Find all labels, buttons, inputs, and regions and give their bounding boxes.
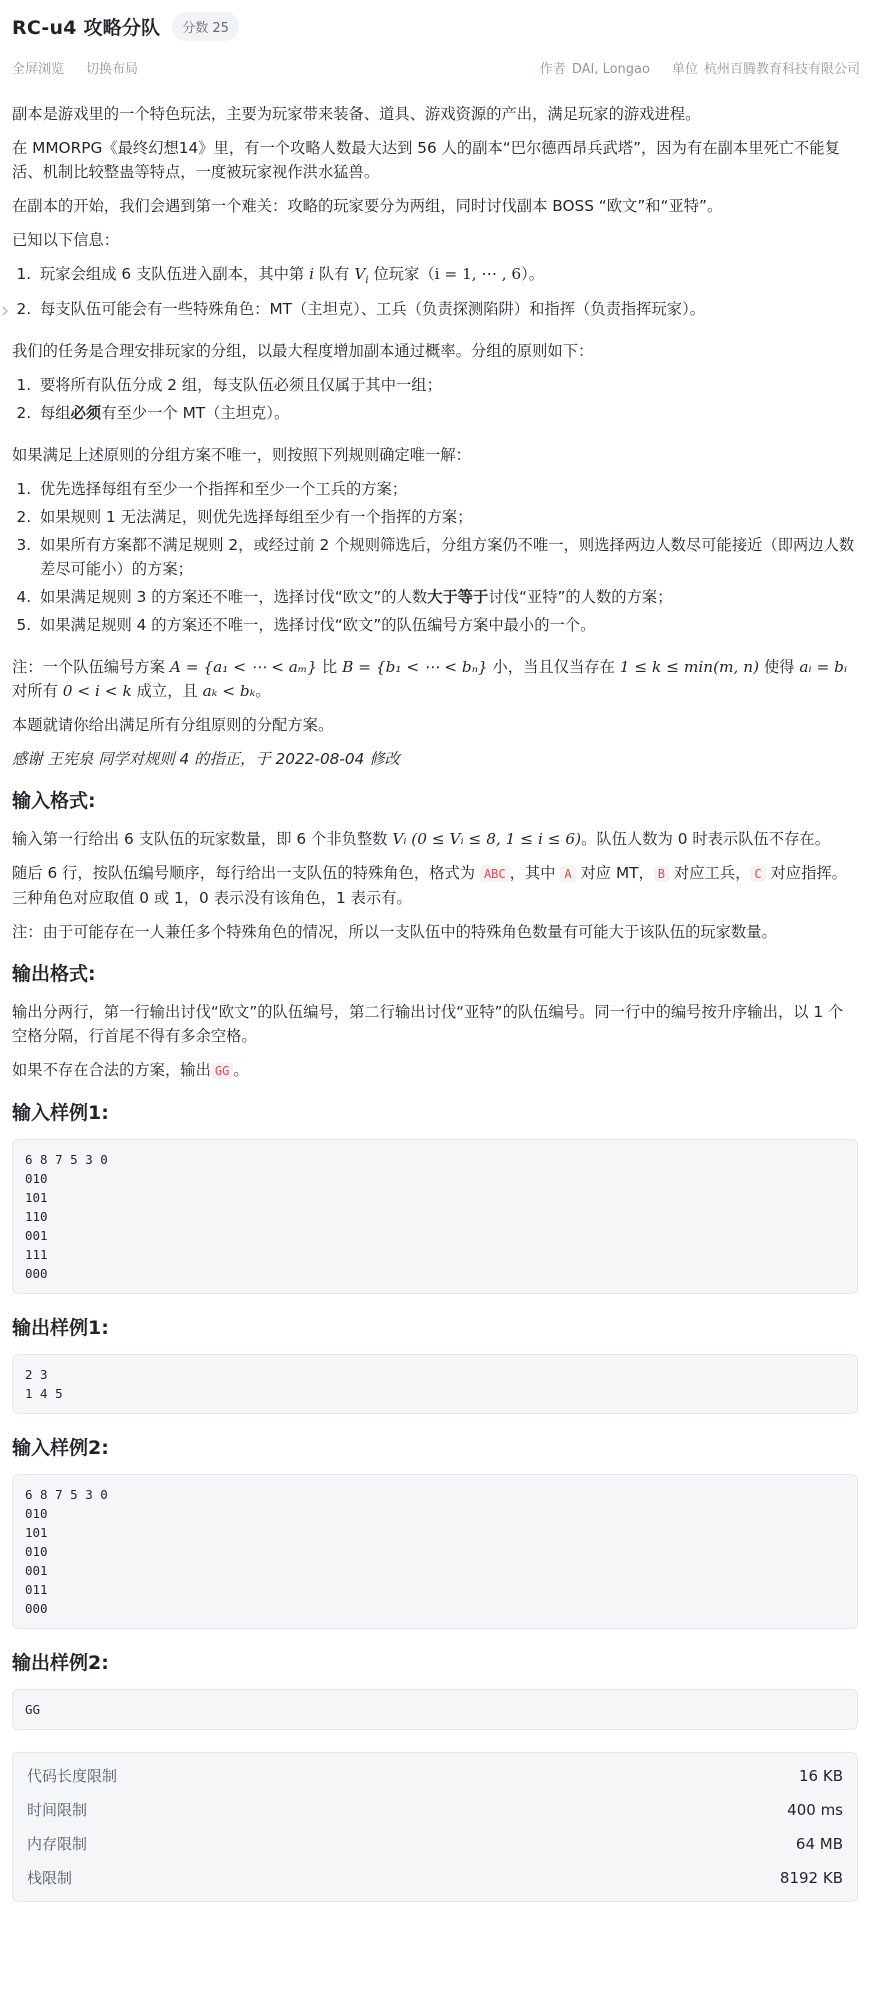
inline-code: C (750, 866, 765, 882)
text-span: 对应指挥。三种角色对应取值 0 或 1，0 表示没有该角色，1 表示有。 (12, 864, 847, 908)
list-item: 5. 如果满足规则 4 的方案还不唯一，选择讨伐“欧文”的队伍编号方案中最小的一个。 (36, 613, 858, 637)
math-v: V (354, 265, 366, 283)
list-item: 2. 如果规则 1 无法满足，则优先选择每组至少有一个指挥的方案； (36, 505, 858, 529)
problem-content (12, 102, 858, 1902)
list-item: 1. 要将所有队伍分成 2 组，每支队伍必须且仅属于其中一组； (36, 373, 858, 397)
sample-output-1-heading: 输出样例1: (12, 1317, 109, 1340)
limit-label: 栈限制 (27, 1869, 73, 1888)
limits-panel (12, 1752, 858, 1902)
limit-row-stack (27, 1861, 843, 1895)
sample-input-2-block[interactable]: 6 8 7 5 3 0 010 101 010 001 011 000 (12, 1474, 858, 1629)
text-span: 有至少一个 MT（主坦克）。 (101, 404, 290, 423)
chevron-right-icon (0, 300, 10, 322)
text-span: 队有 (313, 265, 355, 283)
output-format-heading: 输出格式: (12, 963, 96, 986)
math-set-a: A = {a₁ < ⋯ < aₘ} (169, 658, 318, 677)
math-set-b: B = {b₁ < ⋯ < bₙ} (342, 658, 488, 677)
math-range: i = 1, ⋯ , 6 (434, 265, 522, 283)
intro-paragraph-1: 副本是游戏里的一个特色玩法，主要为玩家带来装备、道具、游戏资源的产出，满足玩家的游戏进程。 (12, 105, 701, 123)
text-span: 注：一个队伍编号方案 (12, 658, 170, 677)
inline-code: A (560, 866, 575, 882)
grouping-principles-list (12, 373, 858, 425)
list-item: 2. 每支队伍可能会有一些特殊角色：MT（主坦克）、工兵（负责探测陷阱）和指挥（负责指挥玩家）。 (36, 297, 858, 321)
ask-paragraph: 本题就请你给出满足所有分组原则的分配方案。 (12, 716, 334, 735)
text-span: 对所有 (12, 682, 63, 701)
org-label: 单位 (671, 61, 698, 77)
org-value: 杭州百腾教育科技有限公司 (703, 61, 860, 77)
limit-label: 代码长度限制 (27, 1767, 118, 1786)
tie-break-rules-list (12, 477, 858, 637)
sample-input-1-heading: 输入样例1: (12, 1102, 109, 1125)
list-item (36, 262, 858, 293)
sample-output-2-heading: 输出样例2: (12, 1652, 109, 1675)
limit-label: 内存限制 (27, 1835, 88, 1854)
inline-code: GG (211, 1063, 233, 1079)
input-format-heading: 输入格式: (12, 790, 96, 813)
fullscreen-button[interactable]: 全屏浏览 (12, 61, 65, 77)
bold-text: 大于等于 (427, 588, 489, 607)
limit-row-memory (27, 1827, 843, 1861)
limit-value: 8192 KB (779, 1869, 843, 1888)
text-span: ）。 (521, 265, 545, 283)
text-span: 。队伍人数为 0 时表示队伍不存在。 (581, 830, 830, 849)
limit-value: 64 MB (795, 1835, 843, 1854)
list-item: 1. 优先选择每组有至少一个指挥和至少一个工兵的方案； (36, 477, 858, 501)
output-format-paragraph-1: 输出分两行，第一行输出讨伐“欧文”的队伍编号，第二行输出讨伐“亚特”的队伍编号。同一行中的编号按升序输出，以 1 个空格分隔，行首尾不得有多余空格。 (12, 1003, 844, 1046)
known-info-label: 已知以下信息： (12, 231, 120, 249)
text-span: 位玩家（ (368, 265, 435, 283)
text-span: 。 (255, 682, 271, 701)
ordering-note (12, 655, 858, 703)
text-span: 。 (233, 1061, 249, 1080)
limit-row-code-length (27, 1759, 843, 1793)
text-span: 成立，且 (131, 682, 203, 701)
math-k-range: 1 ≤ k ≤ min(m, n) (619, 658, 760, 677)
math-less: aₖ < bₖ (202, 682, 256, 701)
math-sub: i (365, 275, 369, 287)
list-item (36, 401, 858, 425)
author-label: 作者 (539, 61, 566, 77)
bold-text: 必须 (70, 404, 102, 423)
math-i-range: 0 < i < k (62, 682, 132, 701)
problem-header (12, 10, 239, 42)
input-format-paragraph-2 (12, 861, 858, 910)
intro-paragraph-3: 在副本的开始，我们会遇到第一个难关：攻略的玩家要分为两组，同时讨伐副本 BOSS “欧文”和“亚特”。 (12, 197, 723, 215)
text-span: 讨伐“亚特”的人数的方案； (488, 588, 673, 607)
input-format-paragraph-3: 注：由于可能存在一人兼任多个特殊角色的情况，所以一支队伍中的特殊角色数量有可能大于该队伍的玩家数量。 (12, 923, 777, 942)
math-v-range: Vᵢ (0 ≤ Vᵢ ≤ 8, 1 ≤ i ≤ 6) (392, 830, 582, 849)
known-info-list (12, 262, 858, 321)
limit-row-time (27, 1793, 843, 1827)
inline-code: B (654, 866, 669, 882)
toolbar (12, 56, 860, 78)
sample-output-1-block[interactable]: 2 3 1 4 5 (12, 1354, 858, 1414)
text-span: 输入第一行给出 6 支队伍的玩家数量，即 6 个非负整数 (12, 830, 393, 849)
author-meta (540, 58, 650, 77)
text-span: 玩家会组成 6 支队伍进入副本，其中第 (40, 265, 310, 283)
list-item (36, 585, 858, 609)
text-span: 如果不存在合法的方案，输出 (12, 1061, 211, 1080)
output-format-paragraph-2 (12, 1058, 858, 1083)
org-meta (672, 58, 860, 77)
list-item: 3. 如果所有方案都不满足规则 2，或经过前 2 个规则筛选后，分组方案仍不唯一，则选择两边人数尽可能接近（即两边人数差尽可能小）的方案； (36, 533, 858, 581)
side-panel-toggle[interactable] (0, 300, 10, 322)
switch-layout-button[interactable]: 切换布局 (86, 61, 139, 77)
limit-label: 时间限制 (27, 1801, 88, 1820)
score-badge: 分数 25 (172, 12, 239, 41)
limit-value: 400 ms (787, 1801, 843, 1820)
sample-input-2-heading: 输入样例2: (12, 1437, 109, 1460)
text-span: 使得 (759, 658, 800, 677)
text-span: 对应工兵， (669, 864, 751, 883)
input-format-paragraph-1 (12, 827, 858, 851)
text-span: 对应 MT， (575, 864, 654, 883)
task-paragraph: 我们的任务是合理安排玩家的分组，以最大程度增加副本通过概率。分组的原则如下： (12, 342, 594, 361)
author-value: DAI, Longao (571, 61, 650, 77)
thanks-note: 感谢 王宪泉 同学对规则 4 的指正，于 2022-08-04 修改 (12, 750, 400, 769)
text-span: 随后 6 行，按队伍编号顺序，每行给出一支队伍的特殊角色，格式为 (12, 864, 480, 883)
math-equal: aᵢ = bᵢ (799, 658, 848, 677)
problem-title: RC-u4 攻略分队 (12, 16, 161, 39)
text-span: 比 (317, 658, 343, 677)
tie-break-paragraph: 如果满足上述原则的分组方案不唯一，则按照下列规则确定唯一解： (12, 446, 471, 465)
text-span: 每组 (40, 404, 71, 423)
sample-output-2-block[interactable]: GG (12, 1689, 858, 1730)
inline-code: ABC (480, 866, 510, 882)
text-span: 小，当且仅当存在 (487, 658, 620, 677)
math-i: i (309, 265, 314, 283)
sample-input-1-block[interactable]: 6 8 7 5 3 0 010 101 110 001 111 000 (12, 1139, 858, 1294)
text-span: ，其中 (509, 864, 561, 883)
intro-paragraph-2: 在 MMORPG《最终幻想14》里，有一个攻略人数最大达到 56 人的副本“巴尔德西昂兵武塔”，因为有在副本里死亡不能复活、机制比较整蛊等特点，一度被玩家视作洪水猛兽。 (12, 139, 840, 181)
text-span: 如果满足规则 3 的方案还不唯一，选择讨伐“欧文”的人数 (40, 588, 428, 607)
limit-value: 16 KB (799, 1767, 843, 1786)
